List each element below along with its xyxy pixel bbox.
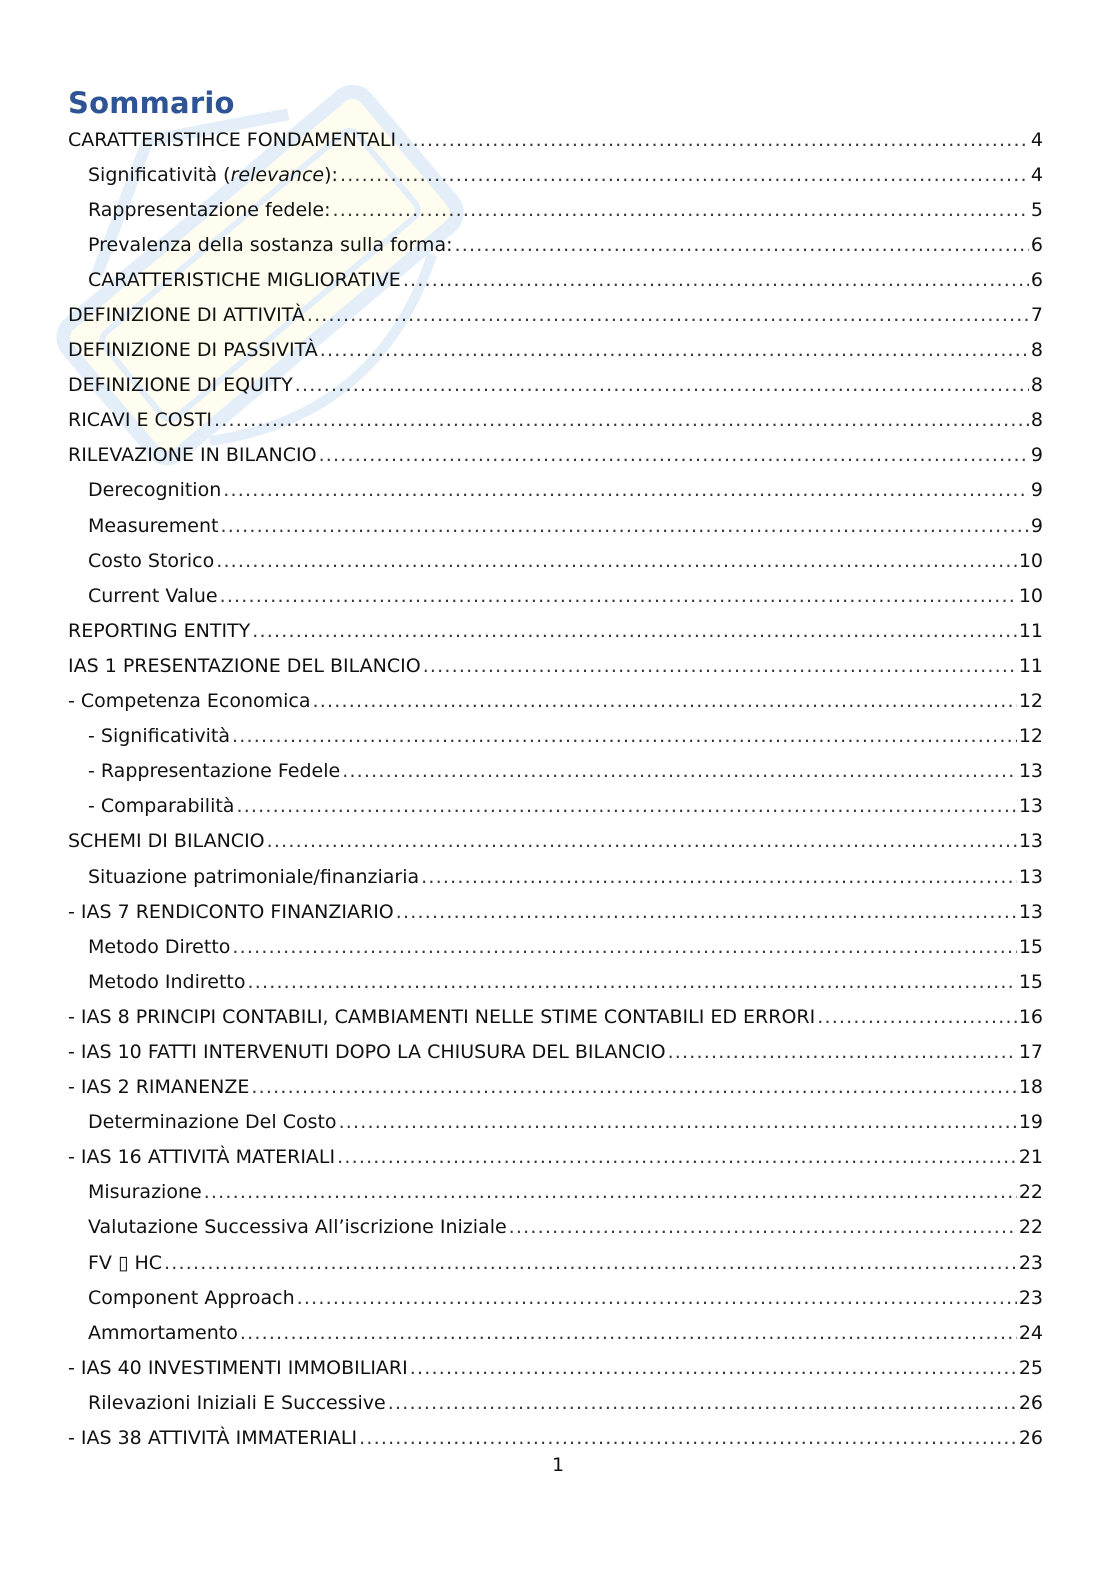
toc-entry-page: 19 [1018,1111,1043,1134]
toc-entry-page: 12 [1018,690,1043,713]
toc-entry-label: RILEVAZIONE IN BILANCIO [68,444,317,467]
toc-entry-label: DEFINIZIONE DI PASSIVITÀ [68,339,318,362]
toc-entry-label: - Significatività [88,725,231,748]
toc-entry-page: 22 [1018,1181,1043,1204]
toc-dot-leader [410,1357,1017,1379]
toc-entry[interactable] [68,578,1043,613]
toc-entry-label: Costo Storico [88,549,215,572]
toc-entry[interactable] [68,719,1043,754]
toc-entry[interactable] [68,789,1043,824]
toc-entry-page: 11 [1018,654,1043,677]
toc-entry[interactable] [68,1105,1043,1140]
toc-entry-page: 18 [1018,1076,1043,1099]
toc-dot-leader [319,444,1029,466]
toc-dot-leader [398,129,1029,151]
toc-entry[interactable] [68,1350,1043,1385]
toc-entry-page: 10 [1018,584,1043,607]
toc-entry-page: 8 [1030,409,1043,432]
toc-entry-page: 24 [1018,1321,1043,1344]
toc-entry[interactable] [68,929,1043,964]
toc-entry-label: Measurement [88,514,219,537]
toc-dot-leader [247,971,1016,993]
toc-entry-label: Valutazione Successiva All’iscrizione Iniziale [88,1216,507,1239]
toc-entry[interactable] [68,543,1043,578]
toc-dot-leader [342,760,1017,782]
toc-entry-label: Determinazione Del Costo [88,1111,337,1134]
toc-dot-leader [455,234,1029,256]
toc-entry-label: Metodo Indiretto [88,970,246,993]
toc-entry[interactable] [68,1070,1043,1105]
toc-entry-label: - IAS 2 RIMANENZE [68,1076,250,1099]
toc-entry-page: 26 [1018,1391,1043,1414]
toc-entry-label: Misurazione [88,1181,202,1204]
toc-dot-leader [340,164,1029,186]
toc-entry-page: 4 [1030,128,1043,151]
toc-entry-page: 10 [1018,549,1043,572]
toc-entry-label: CARATTERISTICHE MIGLIORATIVE [88,268,401,291]
toc-entry[interactable] [68,227,1043,262]
toc-entry-page: 16 [1018,1005,1043,1028]
toc-dot-leader [236,795,1016,817]
toc-dot-leader [333,199,1029,221]
toc-entry-label: Significatività (relevance): [88,163,338,186]
toc-dot-leader [817,1006,1017,1028]
toc-dot-leader [216,550,1017,572]
toc-entry[interactable] [68,1420,1043,1455]
toc-entry[interactable] [68,964,1043,999]
toc-entry-page: 13 [1018,900,1043,923]
toc-entry-page: 8 [1030,339,1043,362]
toc-entry-page: 15 [1018,970,1043,993]
toc-dot-leader [223,479,1029,501]
toc-dot-leader [164,1252,1017,1274]
toc-dot-leader [307,304,1029,326]
toc-entry[interactable] [68,1245,1043,1280]
toc-entry-label: Current Value [88,584,218,607]
toc-dot-leader [295,374,1029,396]
toc-entry-label: - IAS 40 INVESTIMENTI IMMOBILIARI [68,1356,408,1379]
toc-entry-page: 23 [1018,1286,1043,1309]
toc-entry[interactable] [68,262,1043,297]
toc-entry[interactable] [68,1140,1043,1175]
toc-entry-page: 5 [1030,198,1043,221]
toc-entry[interactable] [68,824,1043,859]
toc-entry-label: SCHEMI DI BILANCIO [68,830,265,853]
toc-dot-leader [359,1427,1017,1449]
toc-entry-page: 21 [1018,1146,1043,1169]
toc-entry-page: 13 [1018,760,1043,783]
toc-entry[interactable] [68,613,1043,648]
toc-entry-page: 17 [1018,1040,1043,1063]
toc-entry-label: IAS 1 PRESENTAZIONE DEL BILANCIO [68,654,421,677]
toc-dot-leader [339,1111,1017,1133]
toc-entry[interactable] [68,508,1043,543]
toc-entry-label: Rilevazioni Iniziali E Successive [88,1391,386,1414]
toc-dot-leader [423,655,1017,677]
toc-dot-leader [214,409,1029,431]
toc-entry[interactable] [68,297,1043,332]
toc-entry-page: 22 [1018,1216,1043,1239]
toc-entry-label: - IAS 16 ATTIVITÀ MATERIALI [68,1146,336,1169]
toc-entry-page: 9 [1030,514,1043,537]
toc-entry-label: Prevalenza della sostanza sulla forma: [88,233,453,256]
toc-entry-label: Situazione patrimoniale/finanziaria [88,865,420,888]
toc-entry-page: 4 [1030,163,1043,186]
toc-entry-label: - Comparabilità [88,795,235,818]
toc-dot-leader [252,620,1017,642]
toc-entry-label: - Competenza Economica [68,690,311,713]
toc-dot-leader [240,1322,1017,1344]
toc-dot-leader [668,1041,1017,1063]
toc-dot-leader [232,725,1017,747]
toc-entry[interactable] [68,648,1043,683]
toc-dot-leader [220,515,1028,537]
toc-entry-label: - IAS 10 FATTI INTERVENUTI DOPO LA CHIUSURA DEL BILANCIO [68,1040,666,1063]
toc-entry[interactable] [68,1385,1043,1420]
toc-entry[interactable] [68,473,1043,508]
toc-entry-label: - IAS 7 RENDICONTO FINANZIARIO [68,900,394,923]
toc-entry-page: 9 [1030,479,1043,502]
toc-dot-leader [388,1392,1017,1414]
toc-entry-page: 15 [1018,935,1043,958]
toc-entry-page: 9 [1030,444,1043,467]
toc-entry[interactable] [68,859,1043,894]
toc-entry[interactable] [68,684,1043,719]
toc-entry-page: 8 [1030,374,1043,397]
toc-entry[interactable] [68,1280,1043,1315]
toc-entry-page: 13 [1018,865,1043,888]
toc-entry-label: Ammortamento [88,1321,238,1344]
toc-entry-page: 6 [1030,233,1043,256]
toc-entry-label: Derecognition [88,479,222,502]
toc-entry-page: 13 [1018,795,1043,818]
toc-entry-label: CARATTERISTIHCE FONDAMENTALI [68,128,397,151]
toc-dot-leader [313,690,1017,712]
toc-entry[interactable] [68,999,1043,1034]
toc-dot-leader [337,1146,1017,1168]
toc-entry-page: 12 [1018,725,1043,748]
toc-dot-leader [509,1216,1017,1238]
table-of-contents [68,122,1043,1456]
toc-dot-leader [396,901,1017,923]
toc-entry[interactable] [68,754,1043,789]
toc-dot-leader [204,1181,1017,1203]
toc-entry-page: 7 [1030,304,1043,327]
toc-entry-label: REPORTING ENTITY [68,619,251,642]
toc-entry-label: Metodo Diretto [88,935,231,958]
toc-entry-page: 23 [1018,1251,1043,1274]
toc-entry[interactable] [68,894,1043,929]
toc-dot-leader [251,1076,1016,1098]
toc-dot-leader [320,339,1029,361]
toc-entry[interactable] [68,1210,1043,1245]
toc-entry-label: - IAS 8 PRINCIPI CONTABILI, CAMBIAMENTI NELLE STIME CONTABILI ED ERRORI [68,1005,816,1028]
toc-entry-label: Rappresentazione fedele: [88,198,331,221]
toc-entry-page: 26 [1018,1427,1043,1450]
toc-entry[interactable] [68,333,1043,368]
toc-entry-label: DEFINIZIONE DI ATTIVITÀ [68,304,305,327]
page-number: 1 [551,1454,565,1476]
toc-entry[interactable] [68,368,1043,403]
toc-entry[interactable] [68,192,1043,227]
toc-entry-page: 25 [1018,1356,1043,1379]
toc-entry-label: - IAS 38 ATTIVITÀ IMMATERIALI [68,1427,358,1450]
toc-entry[interactable] [68,1175,1043,1210]
toc-entry[interactable] [68,438,1043,473]
page-title: Sommario [68,86,235,120]
toc-entry-label: RICAVI E COSTI [68,409,213,432]
toc-entry[interactable] [68,1034,1043,1069]
toc-entry-label: DEFINIZIONE DI EQUITY [68,374,293,397]
toc-dot-leader [232,936,1016,958]
toc-entry-label: FV ▯ HC [88,1251,163,1274]
toc-dot-leader [267,830,1017,852]
toc-dot-leader [297,1287,1017,1309]
toc-entry-label: - Rappresentazione Fedele [88,760,341,783]
toc-dot-leader [220,585,1017,607]
toc-entry-label: Component Approach [88,1286,295,1309]
toc-entry-page: 11 [1018,619,1043,642]
toc-dot-leader [421,866,1017,888]
toc-entry[interactable] [68,122,1043,157]
toc-entry-page: 6 [1030,268,1043,291]
toc-entry-page: 13 [1018,830,1043,853]
toc-dot-leader [403,269,1029,291]
toc-entry[interactable] [68,157,1043,192]
toc-entry[interactable] [68,403,1043,438]
toc-entry[interactable] [68,1315,1043,1350]
